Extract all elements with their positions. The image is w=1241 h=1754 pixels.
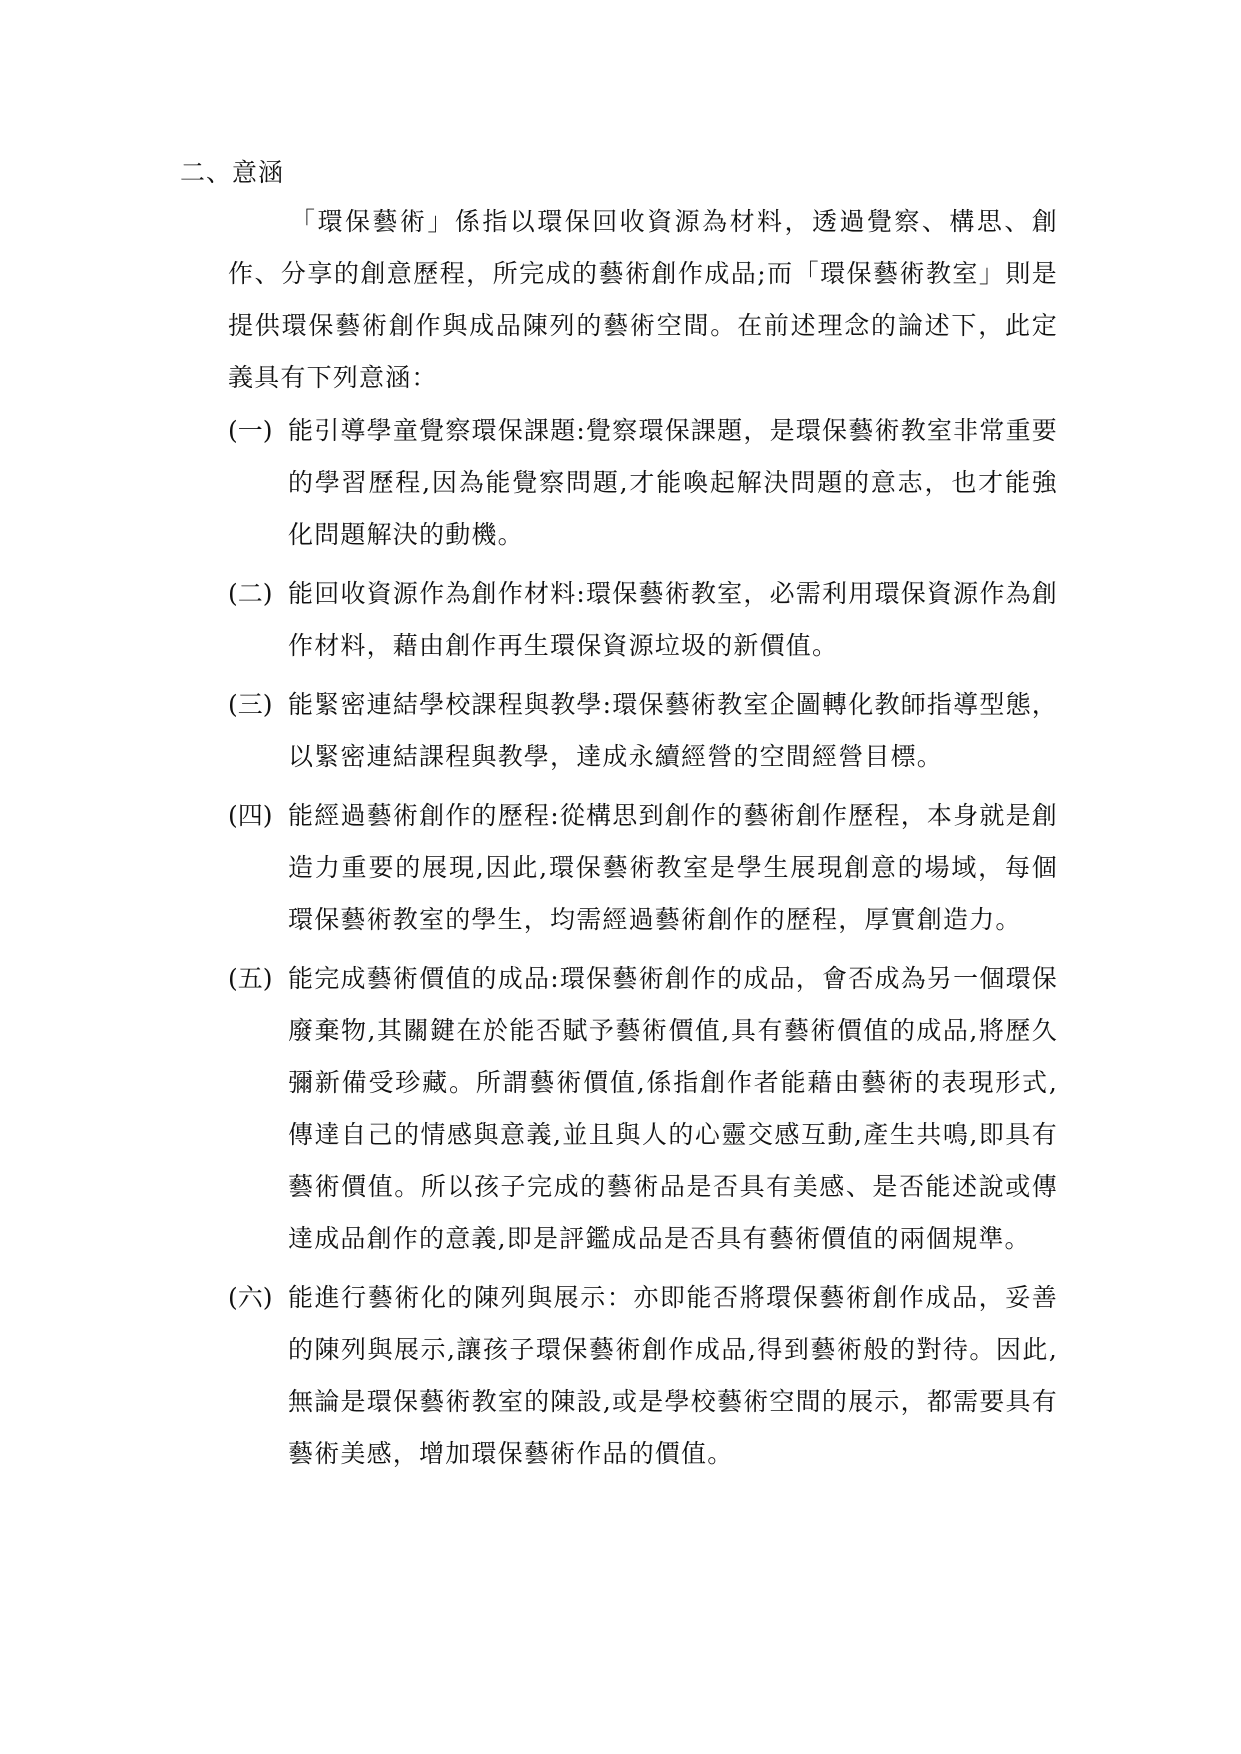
list-item-text: 能引導學童覺察環保課題:覺察環保課題，是環保藝術教室非常重要的學習歷程,因為能覺察問題,才能喚起解決問題的意志，也才能強化問題解決的動機。 [288, 416, 1058, 549]
list-item-marker: (五) [228, 964, 273, 993]
list-item-marker: (四) [228, 801, 273, 830]
meaning-list [228, 405, 1058, 1487]
list-item [228, 679, 1058, 783]
list-item [228, 1272, 1058, 1480]
list-item-text: 能經過藝術創作的歷程:從構思到創作的藝術創作歷程，本身就是創造力重要的展現,因此,環保藝術教室是學生展現創意的場域，每個環保藝術教室的學生，均需經過藝術創作的歷程，厚實創造力。 [288, 801, 1058, 934]
list-item-text: 能回收資源作為創作材料:環保藝術教室，必需利用環保資源作為創作材料，藉由創作再生環保資源垃圾的新價值。 [288, 579, 1058, 660]
intro-paragraph: 「環保藝術」係指以環保回收資源為材料，透過覺察、構思、創作、分享的創意歷程，所完成的藝術創作成品;而「環保藝術教室」則是提供環保藝術創作與成品陳列的藝術空間。在前述理念的論述下，此定義具有下列意涵： [228, 207, 1058, 392]
list-item-marker: (六) [228, 1283, 273, 1312]
list-item-text: 能完成藝術價值的成品:環保藝術創作的成品，會否成為另一個環保廢棄物,其關鍵在於能否賦予藝術價值,具有藝術價值的成品,將歷久彌新備受珍藏。所謂藝術價值,係指創作者能藉由藝術的表現形式,傳達自己的情感與意義,並且與人的心靈交感互動,產生共鳴,即具有藝術價值。所以孩子完成的藝術品是否具有美感、是否能述說或傳達成品創作的意義,即是評鑑成品是否具有藝術價值的兩個規準。 [288, 964, 1058, 1253]
list-item-text: 能進行藝術化的陳列與展示：亦即能否將環保藝術創作成品，妥善的陳列與展示,讓孩子環保藝術創作成品,得到藝術般的對待。因此,無論是環保藝術教室的陳設,或是學校藝術空間的展示，都需要具有藝術美感，增加環保藝術作品的價值。 [288, 1283, 1058, 1468]
list-item [228, 568, 1058, 672]
list-item-marker: (三) [228, 690, 273, 719]
list-item-text: 能緊密連結學校課程與教學:環保藝術教室企圖轉化教師指導型態，以緊密連結課程與教學，達成永續經營的空間經營目標。 [288, 690, 1058, 771]
list-item [228, 790, 1058, 946]
list-item-marker: (二) [228, 579, 273, 608]
list-item [228, 405, 1058, 561]
list-item-marker: (一) [228, 416, 273, 445]
list-item [228, 953, 1058, 1265]
section-heading: 二、意涵 [180, 158, 285, 187]
